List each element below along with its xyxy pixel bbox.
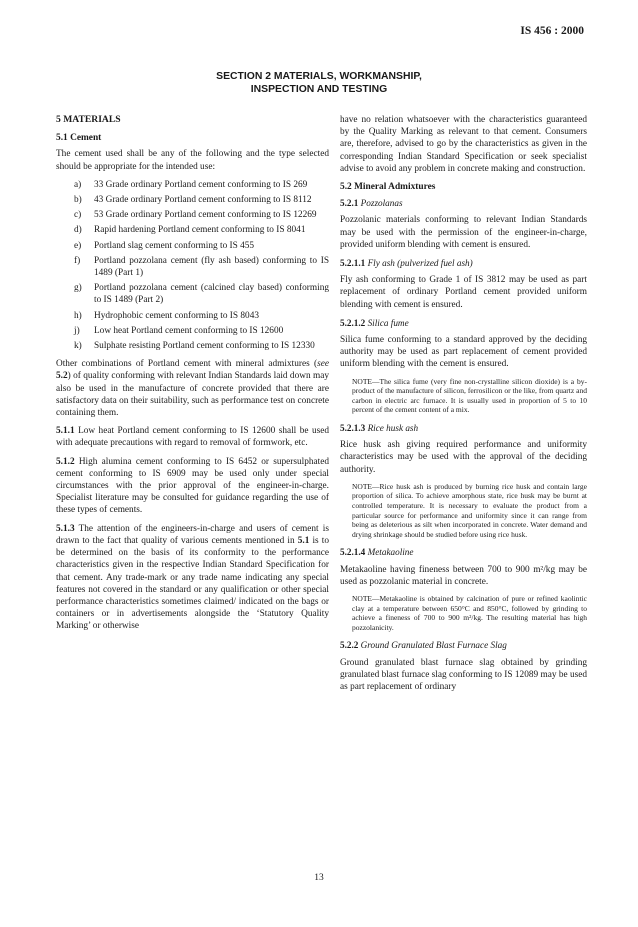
clause-title: Fly ash (pulverized fuel ash) [367,258,473,269]
list-item-text: Portland pozzolana cement (fly ash based) conforming to IS 1489 (Part 1) [94,255,329,279]
list-item [56,325,329,337]
clause-number: 5.2.1.4 [340,547,366,558]
clause-5-1-1 [56,425,329,449]
clause-number: 5.2.1 [340,198,359,209]
clause-title: Ground Granulated Blast Furnace Slag [360,640,507,651]
heading-5-2-1 [340,197,587,209]
list-item [56,340,329,352]
heading-5-2-1-2 [340,317,587,329]
clause-title: Metakaoline [367,547,414,558]
paragraph-5-2-1: Pozzolanic materials conforming to relevant Indian Standards may be used with the permission of the engineer-in-charge, provided uniform blending with cement is ensured. [340,215,587,250]
heading-5-2-1-1 [340,257,587,269]
list-item-mark: a) [74,179,82,190]
list-item-mark: b) [74,195,82,206]
paragraph-5-2-1-1: Fly ash conforming to Grade 1 of IS 3812 may be used as part replacement of ordinary Portland cement provided uniform blending with cement is ensured. [340,275,587,310]
list-item-mark: e) [74,240,82,251]
list-item [56,255,329,279]
clause-ref: 5.1 [297,535,310,546]
text-run: ) of quality conforming with relevant Indian Standards laid down may also be used in the manufacture of concrete provided that there are satisfactory data on their suitability, such as performance test on concrete containing them. [56,371,329,419]
list-item [56,240,329,252]
clause-number: 5.1.2 [56,456,75,467]
paragraph-5-2-1-2: Silica fume conforming to a standard approved by the deciding authority may be used as part replacement of cement provided uniform blending with the cement is ensured. [340,335,587,370]
list-item [56,209,329,221]
clause-text: The attention of the engineers-in-charge and users of cement is drawn to the fact that quality of various cements mentioned in [56,523,329,546]
clause-title: Silica fume [367,317,409,328]
clause-number: 5.2.1.1 [340,258,366,269]
clause-title: Pozzolanas [360,198,403,209]
list-item-text: Portland slag cement conforming to IS 455 [94,240,255,251]
list-item-text: Hydrophobic cement conforming to IS 8043 [94,310,259,321]
list-item-text: Sulphate resisting Portland cement conforming to IS 12330 [94,341,315,352]
list-item-mark: d) [74,225,82,236]
clause-number: 5.2.1.3 [340,423,366,434]
note-metakaoline: NOTE—Metakaoline is obtained by calcination of pure or refined kaolintic clay at a temperature between 650°C and 850°C, followed by grinding to achieve a fineness of 700 to 900 m²/kg. The resulting material has high pozzolanicity. [352,594,587,632]
clause-number: 5.2.2 [340,640,359,651]
heading-mineral-admixtures: 5.2 Mineral Admixtures [340,182,436,193]
paragraph-5-2-2: Ground granulated blast furnace slag obtained by grinding granulated blast furnace slag conforming to IS 12089 may be used as part replacement of ordinary [340,657,587,692]
cement-type-list [56,179,329,352]
note-rice-husk: NOTE—Rice husk ash is produced by burning rice husk and contain large proportion of silica. To achieve amorphous state, rice husk may be burnt at controlled temperature. It is necessary to evaluate the product from a particular source for performance and uniformity since it can range from being as deleterious as silt when incorporated in concrete. Water demand and drying shrinkage should be studied before using rice husk. [352,481,587,539]
heading-materials: 5 MATERIALS [56,114,121,125]
list-item-mark: j) [74,325,80,336]
list-item [56,224,329,236]
list-item [56,179,329,191]
see-word: see [317,359,329,370]
right-column [340,114,587,699]
left-column [56,114,329,639]
clause-5-1-3 [56,523,329,633]
section-heading-line-1: SECTION 2 MATERIALS, WORKMANSHIP, [216,71,422,82]
list-item-text: Rapid hardening Portland cement conforming to IS 8041 [94,225,306,236]
list-item-text: 43 Grade ordinary Portland cement conforming to IS 8112 [94,195,312,206]
other-combinations-paragraph [56,358,329,419]
standard-number: IS 456 : 2000 [520,25,584,37]
heading-5-2-1-4 [340,546,587,558]
cement-intro: The cement used shall be any of the following and the type selected should be appropriate for the intended use: [56,149,329,172]
clause-number: 5.2.1.2 [340,317,366,328]
continued-paragraph: have no relation whatsoever with the characteristics guaranteed by the Quality Marking as relevant to that cement. Consumers are, therefore, advised to go by the characteristics as given in the corresponding Indian Standard Specification or seek specialist advise to avoid any problem in concrete making and construction. [340,115,587,174]
list-item [56,194,329,206]
list-item-mark: c) [74,210,82,221]
list-item [56,310,329,322]
list-item [56,282,329,306]
clause-number: 5.1.3 [56,523,75,534]
paragraph-5-2-1-3: Rice husk ash giving required performance and uniformity characteristics may be used with the approval of the deciding authority. [340,440,587,475]
clause-ref: 5.2 [56,371,68,382]
paragraph-5-2-1-4: Metakaoline having fineness between 700 to 900 m²/kg may be used as pozzolanic material in concrete. [340,564,587,587]
heading-5-2-2 [340,639,587,651]
clause-text: is to be determined on the basis of its conformity to the performance characteristics given in the respective Indian Standard Specification for that cement. Any trade-mark or any trade name indicating any special features not covered in the standard or any qualification or other special performance characteristics sometimes claimed/ indicated on the bags or containers or in advertisements alongside the ‘Statutory Quality Marking’ or otherwise [56,535,329,632]
list-item-text: 33 Grade ordinary Portland cement conforming to IS 269 [94,179,308,190]
list-item-mark: f) [74,255,81,266]
list-item-mark: k) [74,341,82,352]
page-number: 13 [314,873,324,883]
note-silica-fume: NOTE—The silica fume (very fine non-crystalline silicon dioxide) is a by-product of the manufacture of silicon, ferrosilicon or the like, from quartz and carbon in electric arc furnace. It is usually used in proportion of 5 to 10 percent of the cement content of a mix. [352,376,587,415]
clause-title: Rice husk ash [367,423,419,434]
clause-text: Low heat Portland cement conforming to IS 12600 shall be used with adequate precautions with regard to removal of formwork, etc. [56,426,330,449]
heading-5-2-1-3 [340,422,587,434]
clause-number: 5.1.1 [56,426,75,437]
list-item-text: 53 Grade ordinary Portland cement conforming to IS 12269 [94,210,317,221]
list-item-text: Low heat Portland cement conforming to IS 12600 [94,325,284,336]
section-heading [0,70,638,96]
text-run: Other combinations of Portland cement with mineral admixtures ( [56,359,318,370]
clause-5-1-2 [56,456,329,517]
list-item-mark: g) [74,283,82,294]
heading-cement: 5.1 Cement [56,133,102,144]
section-heading-line-2: INSPECTION AND TESTING [250,84,388,95]
clause-text: High alumina cement conforming to IS 6452 or supersulphated cement conforming to IS 6909 may be used only under special circumstances with the prior approval of the engineer-in-charge. Specialist literature may be consulted for guidance regarding the use of these types of cements. [56,456,329,516]
list-item-text: Portland pozzolana cement (calcined clay based) conforming to IS 1489 (Part 2) [94,283,329,306]
list-item-mark: h) [74,310,82,321]
